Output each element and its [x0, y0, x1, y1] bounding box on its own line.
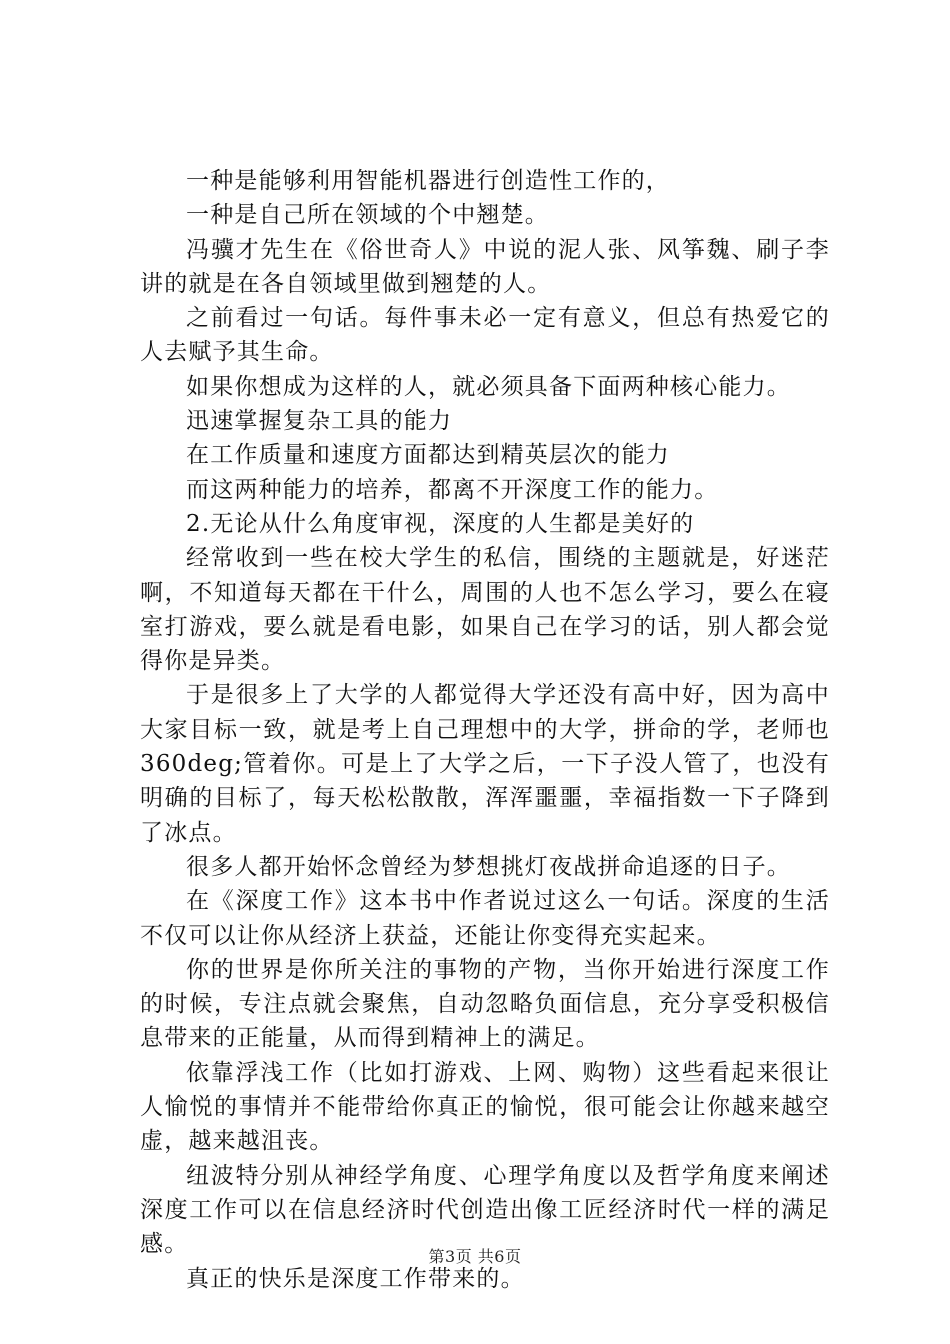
paragraph: 于是很多上了大学的人都觉得大学还没有高中好，因为高中大家目标一致，就是考上自己理想中的大学，拼命的学，老师也360deg;管着你。可是上了大学之后，一下子没人管了，也没有明确的目标了，每天松松散散，浑浑噩噩，幸福指数一下子降到了冰点。	[140, 682, 830, 846]
paragraph: 在《深度工作》这本书中作者说过这么一句话。深度的生活不仅可以让你从经济上获益，还能让你变得充实起来。	[140, 888, 830, 949]
paragraph: 如果你想成为这样的人，就必须具备下面两种核心能力。	[186, 373, 791, 400]
section-heading: 2.无论从什么角度审视，深度的人生都是美好的	[186, 510, 695, 537]
paragraph: 一种是能够利用智能机器进行创造性工作的，	[186, 168, 670, 194]
body-text	[140, 164, 830, 1296]
paragraph: 冯骥才先生在《俗世奇人》中说的泥人张、风筝魏、刷子李讲的就是在各自领域里做到翘楚的人。	[140, 236, 830, 297]
paragraph: 迅速掌握复杂工具的能力	[186, 408, 453, 435]
paragraph: 真正的快乐是深度工作带来的。	[186, 1265, 525, 1292]
paragraph: 你的世界是你所关注的事物的产物，当你开始进行深度工作的时候，专注点就会聚焦，自动忽略负面信息，充分享受积极信息带来的正能量，从而得到精神上的满足。	[140, 956, 830, 1052]
paragraph: 之前看过一句话。每件事未必一定有意义，但总有热爱它的人去赋予其生命。	[140, 305, 830, 366]
paragraph: 在工作质量和速度方面都达到精英层次的能力	[186, 442, 670, 469]
paragraph: 经常收到一些在校大学生的私信，围绕的主题就是，好迷茫啊，不知道每天都在干什么，周围的人也不怎么学习，要么在寝室打游戏，要么就是看电影，如果自己在学习的话，别人都会觉得你是异类。	[140, 545, 830, 675]
paragraph: 而这两种能力的培养，都离不开深度工作的能力。	[186, 476, 719, 503]
paragraph: 纽波特分别从神经学角度、心理学角度以及哲学角度来阐述深度工作可以在信息经济时代创造出像工匠经济时代一样的满足感。	[140, 1162, 830, 1258]
page-footer	[0, 1244, 950, 1267]
paragraph: 很多人都开始怀念曾经为梦想挑灯夜战拼命追逐的日子。	[186, 853, 791, 880]
page-total: 共6页	[477, 1247, 522, 1266]
page-number: 第3页	[428, 1247, 473, 1266]
paragraph: 一种是自己所在领域的个中翘楚。	[186, 202, 549, 229]
paragraph: 依靠浮浅工作（比如打游戏、上网、购物）这些看起来很让人愉悦的事情并不能带给你真正的愉悦，很可能会让你越来越空虚，越来越沮丧。	[140, 1059, 830, 1155]
